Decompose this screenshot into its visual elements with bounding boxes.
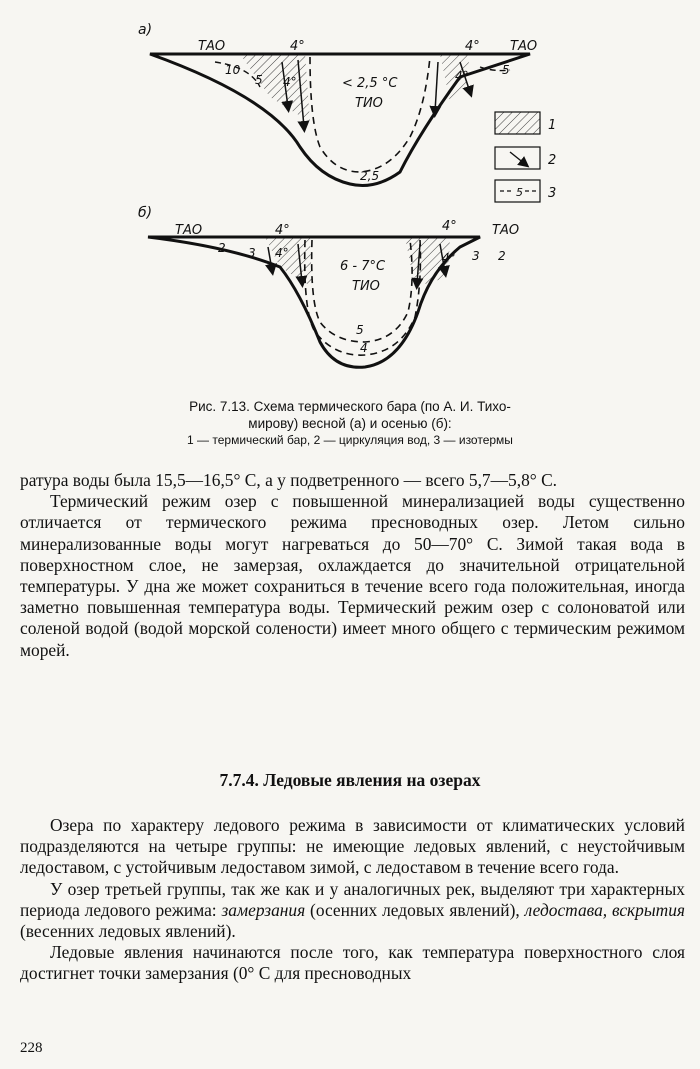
label-4-right: 4° — [465, 39, 480, 54]
text-span: (осенних ледовых явлений), — [305, 899, 525, 920]
panel-b-label: б) — [138, 205, 153, 221]
legend-swatch-bar — [495, 112, 540, 134]
body-text-top — [20, 470, 685, 661]
lake-contour-a — [150, 54, 530, 186]
caption-line: Рис. 7.13. Схема термического бара (по А. И. Тихо- — [189, 399, 511, 414]
paragraph: Термический режим озер с повышенной минерализацией воды существенно отличается от термического режима пресноводных озер. Летом сильно минерализованные воды могут нагреваться до 50—70° С. Зимой такая вода в поверхностном слое, не замерзая, охлаждается до значительной отрицательной температуры. У дна же может сохраниться в течение всего года положительная, иногда заметно повышенная температура воды. Термический режим озер с солоноватой или соленой водой (водой морской солености) имеет много общего с термическим режимом морей. — [20, 491, 685, 660]
circulation-arrow — [435, 62, 438, 112]
center-temp-a: < 2,5 °С — [342, 76, 398, 91]
circulation-arrow — [268, 247, 272, 270]
center-temp-b: 6 - 7°С — [340, 259, 386, 274]
isotherm-label: 2 — [498, 249, 506, 263]
label-4-right: 4° — [442, 219, 457, 234]
isotherm-label: 5 — [255, 73, 263, 87]
legend-label: 3 — [548, 186, 557, 201]
text-span: (весенних ледовых явлений). — [20, 921, 236, 942]
text-span: У озер третьей группы, так же как и у аналогичных рек, выделяют три характерных периода ледового режима: — [20, 878, 685, 920]
isotherm-label: 4° — [455, 69, 469, 83]
label-tao-left: ТАО — [175, 223, 203, 238]
label-tao-right: ТАО — [492, 223, 520, 238]
isotherm-label: 4° — [442, 251, 456, 265]
legend-arrow-icon — [510, 152, 525, 164]
label-4-left: 4° — [290, 39, 305, 54]
body-text-bottom — [20, 815, 685, 985]
isotherm-label: 4° — [283, 75, 297, 89]
caption-line: мирову) весной (а) и осенью (б): — [248, 416, 452, 431]
bottom-isotherm-b: 4 — [360, 341, 368, 355]
figure-caption — [110, 398, 590, 449]
section-heading: 7.7.4. Ледовые явления на озерах — [219, 770, 481, 790]
label-tao-right: ТАО — [510, 39, 538, 54]
paragraph: Ледовые явления начинаются после того, как температура поверхностного слоя достигнет точки замерзания (0° С для пресноводных — [20, 942, 685, 984]
label-tao-left: ТАО — [198, 39, 226, 54]
term-ice-cover: ледостава, вскрытия — [524, 899, 685, 920]
legend-isotherm-value: 5 — [516, 186, 523, 199]
term-freezing: замерзания — [221, 899, 306, 920]
legend-label: 1 — [548, 118, 557, 133]
panel-a — [138, 22, 537, 186]
isotherm-label: 10 — [225, 63, 241, 77]
isotherm-b-4 — [305, 240, 421, 355]
isotherm-label: 3 — [472, 249, 480, 263]
bottom-isotherm-b: 5 — [356, 323, 364, 337]
legend-label: 2 — [548, 153, 557, 168]
paragraph: Озера по характеру ледового режима в зависимости от климатических условий подразделяются на четыре группы: не имеющие ледовых явлений, с неустойчивым ледоставом, с устойчивым ледоставом зимой, с ледоставом в течение всего года. — [20, 815, 685, 878]
page-number: 228 — [20, 1040, 43, 1056]
bottom-isotherm-a: 2,5 — [360, 169, 380, 183]
isotherm-label: 4° — [275, 246, 289, 260]
label-4-left: 4° — [275, 223, 290, 238]
isotherm-a-inner — [310, 57, 430, 172]
thermal-bar-zone-left — [240, 54, 310, 122]
center-label-b: ТИО — [352, 279, 380, 294]
thermal-bar-figure — [120, 12, 590, 392]
isotherm-label: 3 — [248, 246, 256, 260]
legend — [495, 112, 556, 202]
paragraph — [20, 879, 685, 943]
paragraph: ратура воды была 15,5—16,5° С, а у подветренного — всего 5,7—5,8° С. — [20, 470, 558, 490]
panel-a-label: а) — [138, 22, 153, 38]
panel-b — [138, 205, 519, 367]
isotherm-label: 2 — [218, 241, 226, 255]
isotherm-label: 5 — [502, 63, 510, 77]
caption-legend-line: 1 — термический бар, 2 — циркуляция вод, 3 — изотермы — [187, 433, 513, 447]
center-label-a: ТИО — [355, 96, 383, 111]
